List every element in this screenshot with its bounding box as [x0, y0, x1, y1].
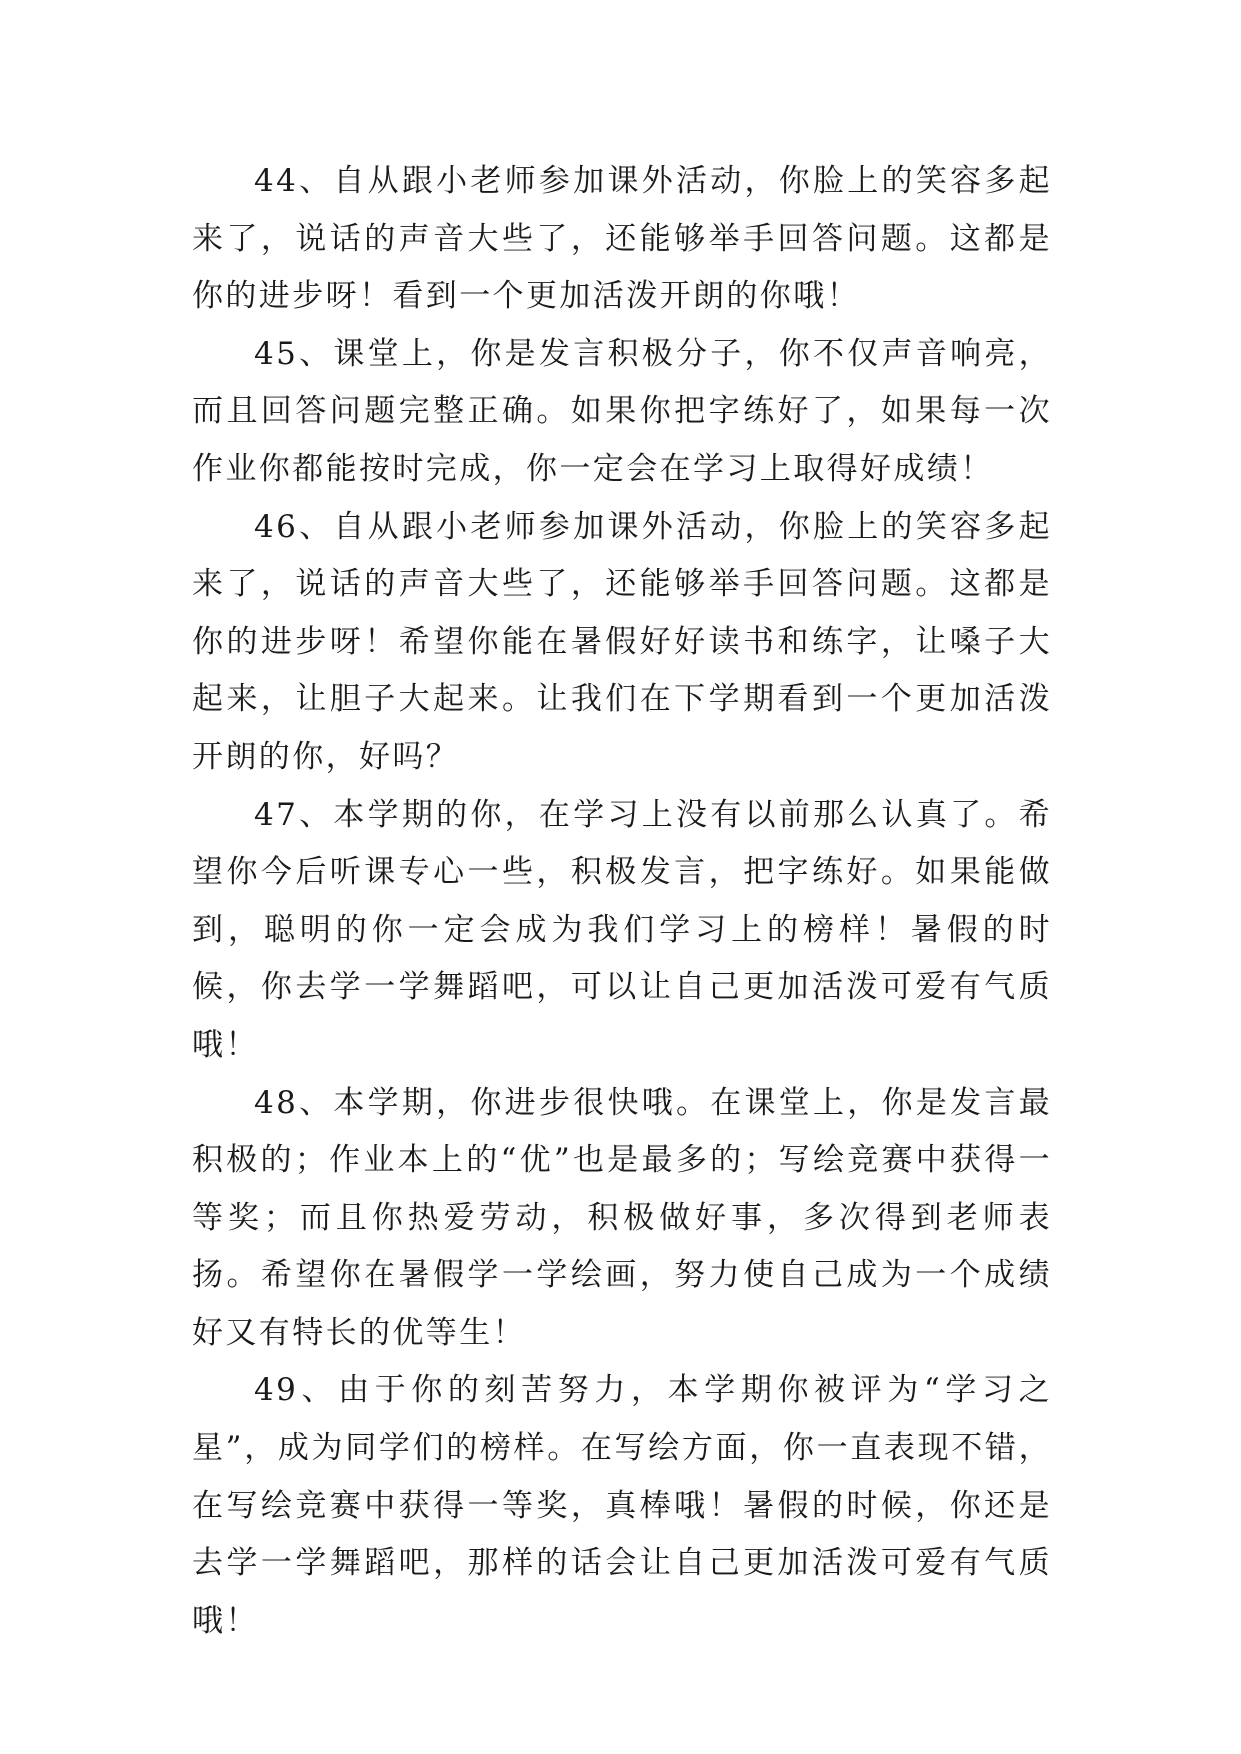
paragraph-47: 47、本学期的你，在学习上没有以前那么认真了。希望你今后听课专心一些，积极发言，把字练好。如果能做到，聪明的你一定会成为我们学习上的榜样！暑假的时候，你去学一学舞蹈吧，可以让自己更加活泼可爱有气质哦！ — [192, 796, 1052, 1063]
paragraph-49: 49、由于你的刻苦努力，本学期你被评为“学习之星”，成为同学们的榜样。在写绘方面，你一直表现不错，在写绘竞赛中获得一等奖，真棒哦！暑假的时候，你还是去学一学舞蹈吧，那样的话会让自己更加活泼可爱有气质哦！ — [192, 1372, 1052, 1639]
paragraph-44: 44、自从跟小老师参加课外活动，你脸上的笑容多起来了，说话的声音大些了，还能够举手回答问题。这都是你的进步呀！看到一个更加活泼开朗的你哦！ — [192, 163, 1052, 315]
paragraph-48: 48、本学期，你进步很快哦。在课堂上，你是发言最积极的；作业本上的“优”也是最多的；写绘竞赛中获得一等奖；而且你热爱劳动，积极做好事，多次得到老师表扬。希望你在暑假学一学绘画，努力使自己成为一个成绩好又有特长的优等生！ — [192, 1084, 1052, 1351]
paragraph-45: 45、课堂上，你是发言积极分子，你不仅声音响亮，而且回答问题完整正确。如果你把字练好了，如果每一次作业你都能按时完成，你一定会在学习上取得好成绩！ — [192, 335, 1052, 487]
document-body — [192, 153, 1052, 1650]
paragraph-46: 46、自从跟小老师参加课外活动，你脸上的笑容多起来了，说话的声音大些了，还能够举手回答问题。这都是你的进步呀！希望你能在暑假好好读书和练字，让嗓子大起来，让胆子大起来。让我们在下学期看到一个更加活泼开朗的你，好吗？ — [192, 508, 1052, 775]
